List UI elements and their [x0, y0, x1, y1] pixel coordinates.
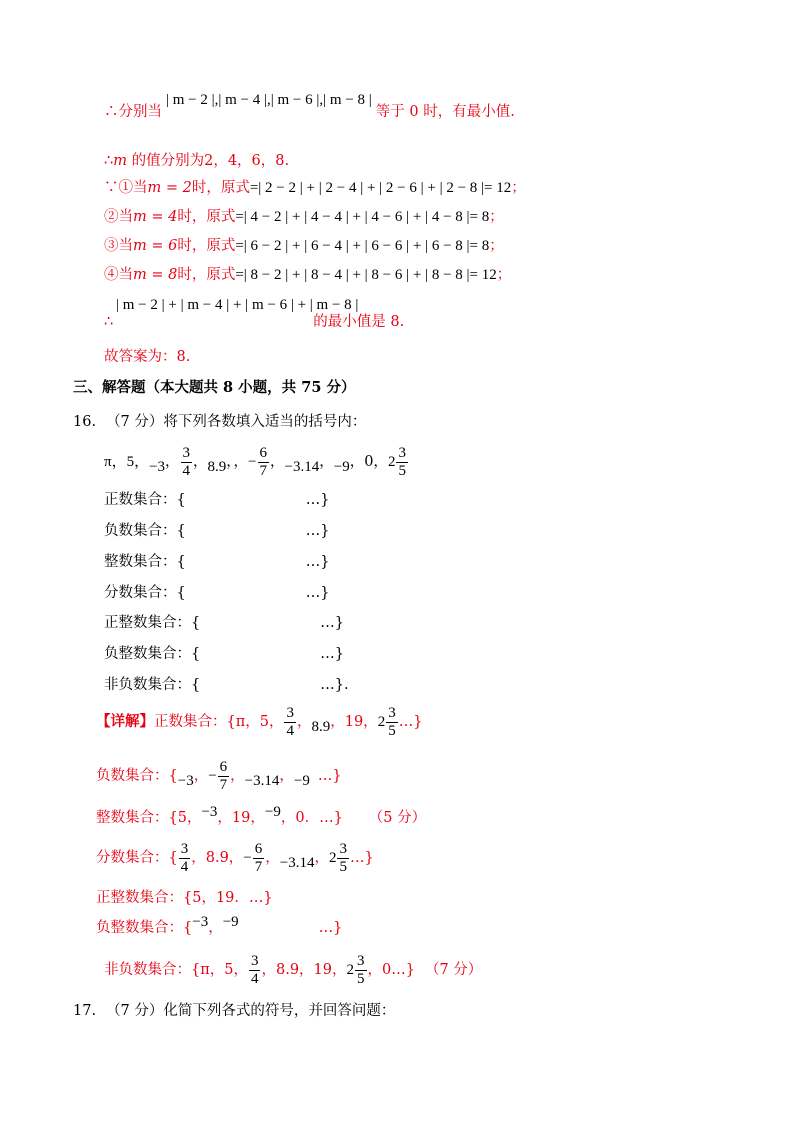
fraction-3-4 [179, 841, 191, 876]
detail-tag: 【详解】 [96, 713, 154, 730]
denominator: 4 [182, 462, 191, 479]
number-neg-3-14: −3.14 [284, 459, 320, 475]
separator: ， [230, 768, 245, 784]
separator: ， [193, 454, 208, 470]
set-end: …} [317, 768, 342, 784]
therefore-symbol: ∴ [104, 314, 114, 330]
numerator: 3 [250, 952, 259, 969]
separator: ， [165, 454, 180, 470]
text: ； [489, 209, 504, 225]
equation: =| 2 − 2 | + | 2 − 4 | + | 2 − 6 | + | 2 − 8 |= 12 [249, 180, 512, 196]
denominator: 5 [339, 858, 347, 875]
text: ； [489, 238, 504, 254]
number-neg9: −9 [264, 804, 281, 820]
mixed-whole: 2 [377, 714, 386, 730]
numerator: 3 [180, 840, 189, 857]
numerator: 3 [286, 704, 294, 721]
mixed-whole: 2 [346, 962, 354, 978]
numerator: 3 [388, 704, 396, 721]
answer-positive-integer: 正整数集合：{5，19．…} [96, 890, 273, 906]
text: 的值分别为2，4，6，8. [126, 153, 290, 169]
fraction-6-7 [258, 445, 270, 480]
set-end: ，0．…} [280, 810, 343, 826]
set-label: 整数集合：{ [104, 554, 186, 570]
text: ，19， [330, 714, 378, 730]
number-8-9: 8.9 [311, 719, 331, 735]
set-end: …} [305, 523, 330, 539]
numbers-text: π，5， [104, 454, 150, 470]
separator: ， [208, 920, 223, 936]
separator: ， [193, 768, 209, 784]
text: ，8.9，19， [261, 962, 347, 978]
denominator: 4 [286, 722, 294, 739]
set-end: …} [320, 615, 344, 631]
set-positive-integer [104, 613, 344, 633]
fraction-3-4 [284, 705, 296, 740]
denominator: 5 [357, 970, 365, 987]
number-8-9: 8.9 [207, 459, 227, 475]
text: ∵①当 [104, 180, 148, 196]
set-label: 负数集合：{ [104, 523, 186, 539]
question-number: 16. [73, 414, 97, 430]
fraction-6-7 [253, 841, 265, 876]
separator: ，， [226, 454, 249, 470]
condition: m = 8 [133, 267, 178, 283]
set-end: …} [305, 554, 330, 570]
answer-negative [96, 756, 342, 796]
set-label: 负数集合：{ [96, 768, 178, 784]
fraction-3-5 [386, 705, 398, 740]
case-3-line [104, 236, 504, 256]
text: ④当 [104, 267, 133, 283]
denominator: 4 [250, 970, 259, 987]
text: 时，原式 [191, 180, 250, 196]
answer-integer [96, 804, 427, 828]
question-17-prompt [73, 1001, 395, 1021]
set-label: 正数集合：{π，5， [154, 714, 284, 730]
set-end: …} [349, 850, 374, 866]
minus-sign: − [248, 454, 257, 470]
separator: ， [296, 714, 312, 730]
text: 的最小值是 8. [313, 314, 405, 330]
numerator: 3 [339, 840, 347, 857]
set-label: 分数集合：{ [96, 850, 178, 866]
set-label: 负整数集合：{ [96, 920, 193, 936]
number-neg9: −9 [222, 914, 239, 930]
abs-expression: | m − 2 |,| m − 4 |,| m − 6 |,| m − 8 | [166, 92, 372, 108]
set-label: 负整数集合：{ [104, 646, 201, 662]
numerator: 3 [398, 444, 406, 461]
set-end: ，0…} [367, 962, 415, 978]
separator: ， [270, 454, 285, 470]
numerator: 3 [357, 952, 365, 969]
denominator: 5 [388, 722, 396, 739]
denominator: 4 [180, 858, 189, 875]
mixed-whole: 2 [387, 454, 396, 470]
denominator: 5 [398, 462, 406, 479]
number-neg3: −3 [201, 804, 218, 820]
set-label: 整数集合：{5， [96, 810, 202, 826]
text: ③当 [104, 238, 133, 254]
therefore-symbol: ∴ [104, 153, 114, 169]
fraction-3-5 [337, 841, 349, 876]
text: ，8.9， [191, 850, 244, 866]
set-negative-integer [104, 644, 344, 664]
set-end: …} [318, 920, 343, 936]
set-positive [104, 490, 329, 510]
case-4-line [104, 265, 511, 285]
fraction-6-7 [218, 759, 230, 794]
numerator: 3 [182, 444, 191, 461]
solution-line-1 [104, 92, 515, 122]
minus-sign: − [243, 850, 252, 866]
fraction-3-5 [355, 953, 367, 988]
min-line [104, 312, 404, 332]
section-heading: 三、解答题（本大题共 8 小题，共 75 分） [73, 379, 356, 396]
text: ②当 [104, 209, 133, 225]
case-1-line [104, 178, 526, 198]
number-neg3: −3 [149, 459, 166, 475]
set-end: …} [320, 646, 344, 662]
answer-nonnegative [104, 948, 482, 992]
set-fraction [104, 583, 329, 603]
fraction-3-4 [249, 953, 261, 988]
set-negative [104, 521, 329, 541]
denominator: 7 [259, 462, 268, 479]
case-2-line [104, 207, 504, 227]
answer-15: 故答案为：8. [104, 349, 191, 365]
equation: =| 8 − 2 | + | 8 − 4 | + | 8 − 6 | + | 8 − 8 |= 12 [235, 267, 497, 283]
variable-m: m [113, 153, 127, 169]
text: ∴分别当 [104, 104, 162, 120]
mixed-whole: 2 [328, 850, 337, 866]
answer-fraction [96, 838, 374, 878]
denominator: 7 [254, 858, 263, 875]
text: 等于 0 时，有最小值. [375, 104, 515, 120]
text: 时，原式 [177, 238, 236, 254]
separator: ， [319, 454, 334, 470]
set-end: …} [305, 492, 330, 508]
question-text: （7 分）将下列各数填入适当的括号内： [106, 414, 367, 430]
number-list [104, 440, 409, 484]
condition: m = 4 [133, 209, 178, 225]
number-neg-3-14: −3.14 [279, 855, 315, 871]
set-label: 非负数集合：{ [104, 677, 201, 693]
solution-line-2 [104, 151, 289, 171]
text: ； [496, 267, 512, 283]
separator: ， [314, 850, 329, 866]
denominator: 7 [219, 776, 228, 793]
fraction-3-5 [396, 445, 408, 480]
question-text: （7 分）化简下列各式的符号，并回答问题： [106, 1003, 396, 1019]
condition: m = 2 [147, 180, 192, 196]
set-label: 分数集合：{ [104, 585, 186, 601]
score: （7 分） [424, 962, 483, 978]
numerator: 6 [254, 840, 263, 857]
condition: m = 6 [133, 238, 178, 254]
set-end: …}. [320, 677, 349, 693]
set-nonnegative [104, 675, 349, 695]
text: ； [511, 180, 526, 196]
separator: ，0， [349, 454, 388, 470]
separator: ， [265, 850, 280, 866]
set-integer [104, 552, 329, 572]
question-number: 17. [73, 1003, 97, 1019]
set-label: 正整数集合：{ [104, 615, 201, 631]
score: （5 分） [368, 810, 427, 826]
minus-sign: − [208, 768, 217, 784]
set-end: …} [398, 714, 423, 730]
answer-positive [96, 700, 422, 744]
min-expression: | m − 2 | + | m − 4 | + | m − 6 | + | m − 8 | [116, 297, 359, 313]
number-neg3: −3 [177, 773, 194, 789]
question-16-prompt [73, 412, 366, 432]
number-neg9: −9 [293, 773, 310, 789]
text: 时，原式 [177, 267, 236, 283]
set-label: 正数集合：{ [104, 492, 186, 508]
set-label: 非负数集合：{π，5， [104, 962, 248, 978]
text: ，19， [217, 810, 265, 826]
set-end: …} [305, 585, 330, 601]
equation: =| 4 − 2 | + | 4 − 4 | + | 4 − 6 | + | 4 − 8 |= 8 [235, 209, 490, 225]
equation: =| 6 − 2 | + | 6 − 4 | + | 6 − 6 | + | 6 − 8 |= 8 [235, 238, 490, 254]
text: 时，原式 [177, 209, 236, 225]
numerator: 6 [219, 758, 228, 775]
fraction-3-4 [181, 445, 193, 480]
number-neg3: −3 [192, 914, 209, 930]
numerator: 6 [259, 444, 268, 461]
answer-negative-integer [96, 914, 343, 938]
number-neg-3-14: −3.14 [244, 773, 280, 789]
separator: ， [279, 768, 294, 784]
number-neg9: −9 [333, 459, 350, 475]
